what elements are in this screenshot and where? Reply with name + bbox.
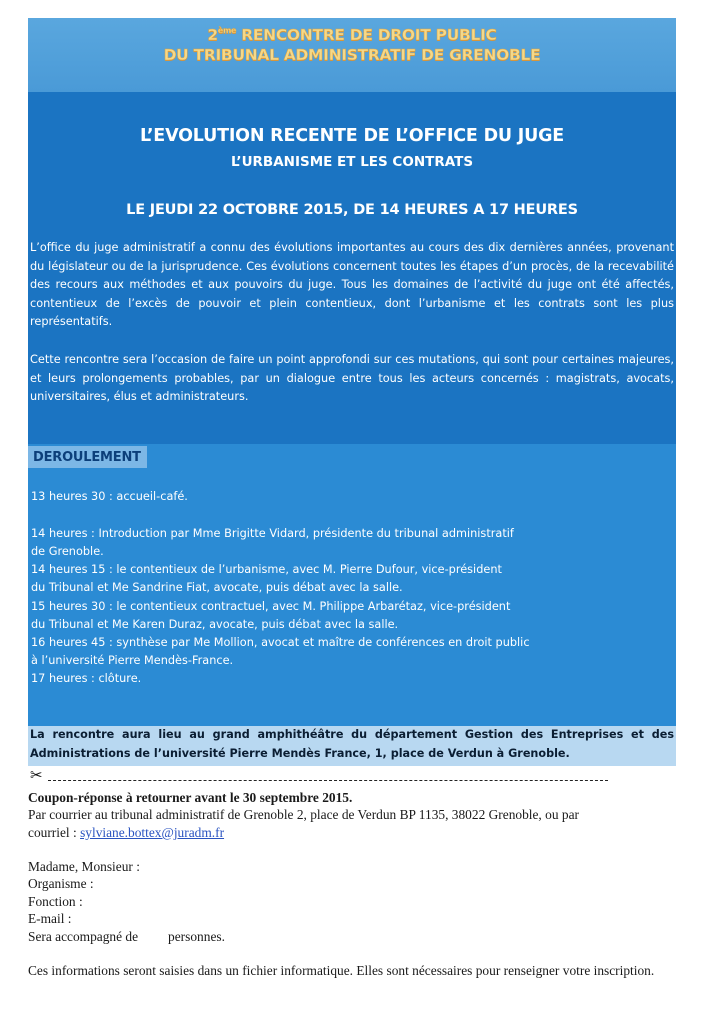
schedule-line: du Tribunal et Me Sandrine Fiat, avocate, puis débat avec la salle.	[31, 581, 403, 595]
coupon-line-1: Par courrier au tribunal administratif de Grenoble 2, place de Verdun BP 1135, 38022 Grenoble, ou par	[28, 807, 579, 823]
cut-line	[28, 766, 608, 788]
field-civilite: Madame, Monsieur :	[28, 859, 140, 874]
schedule	[31, 488, 671, 689]
field-organisme: Organisme :	[28, 876, 94, 892]
intro-paragraph-1: L’office du juge administratif a connu des évolutions importantes au cours des dix dernières années, provenant du législateur ou de la jurisprudence. Ces évolutions concernent toutes les étapes d’un procès, de la recevabilité des recours aux méthodes et aux pouvoirs du juge. Tous les domaines de l’activité du juge ont été affectés, contentieux de l’excès de pouvoir et plein contentieux, dont l’urbanisme et les contrats sont les plus représentatifs.	[30, 241, 674, 329]
banner-line-1	[28, 21, 676, 45]
coupon-heading: Coupon-réponse à retourner avant le 30 septembre 2015.	[28, 790, 353, 805]
intro-panel	[28, 92, 676, 444]
schedule-line: du Tribunal et Me Karen Duraz, avocate, puis débat avec la salle.	[31, 617, 399, 631]
field-accompagne	[28, 928, 225, 945]
banner-line-1-text: RENCONTRE DE DROIT PUBLIC	[236, 26, 497, 44]
schedule-gap	[31, 506, 671, 525]
field-email: E-mail :	[28, 911, 72, 927]
coupon-email-prefix: courriel :	[28, 824, 81, 840]
schedule-line: 14 heures : Introduction par Mme Brigitte Vidard, présidente du tribunal administratif	[31, 526, 514, 540]
field-fonction: Fonction :	[28, 893, 83, 909]
banner-ordinal-suffix: ème	[217, 26, 237, 35]
email-link[interactable]: sylviane.bottex@juradm.fr	[80, 824, 225, 840]
field-accompagne-suffix: personnes.	[168, 928, 225, 944]
schedule-line: 16 heures 45 : synthèse par Me Mollion, avocat et maître de conférences en droit public	[31, 636, 530, 650]
event-date: LE JEUDI 22 OCTOBRE 2015, DE 14 HEURES A 17 HEURES	[126, 202, 578, 218]
coupon-line-2	[28, 824, 678, 841]
title-banner	[28, 18, 676, 92]
programme-panel	[28, 444, 676, 726]
dashed-divider	[48, 780, 608, 781]
venue-text: La rencontre aura lieu au grand amphithéâtre du département Gestion des Entreprises et des Administrations de l’université Pierre Mendès France, 1, place de Verdun à Grenoble.	[30, 728, 674, 760]
banner-ordinal: 2	[207, 26, 218, 44]
scissors-icon: ✂	[30, 766, 43, 784]
page-subtitle: L’URBANISME ET LES CONTRATS	[230, 154, 474, 170]
schedule-item-accueil: 13 heures 30 : accueil-café.	[31, 490, 188, 503]
privacy-note: Ces informations seront saisies dans un fichier informatique. Elles sont nécessaires pour renseigner votre inscription.	[28, 963, 655, 978]
schedule-line: de Grenoble.	[31, 545, 104, 558]
page-title: L’EVOLUTION RECENTE DE L’OFFICE DU JUGE	[139, 126, 565, 146]
schedule-line: 17 heures : clôture.	[31, 672, 142, 686]
programme-heading: DEROULEMENT	[28, 446, 147, 468]
intro-paragraph-2: Cette rencontre sera l’occasion de faire un point approfondi sur ces mutations, qui sont pour certaines majeures, et leurs prolongements probables, par un dialogue entre tous les acteurs concernés : magistrats, avocats, universitaires, élus et administrateurs.	[30, 353, 674, 404]
coupon-section	[28, 789, 678, 841]
schedule-line: à l’université Pierre Mendès-France.	[31, 654, 234, 668]
field-accompagne-prefix: Sera accompagné de	[28, 928, 139, 944]
schedule-line: 14 heures 15 : le contentieux de l’urbanisme, avec M. Pierre Dufour, vice-président	[31, 563, 502, 577]
schedule-line: 15 heures 30 : le contentieux contractuel, avec M. Philippe Arbarétaz, vice-président	[31, 599, 511, 613]
venue-box	[28, 726, 676, 766]
coupon-fields	[28, 858, 225, 945]
banner-line-2: DU TRIBUNAL ADMINISTRATIF DE GRENOBLE	[163, 46, 541, 64]
